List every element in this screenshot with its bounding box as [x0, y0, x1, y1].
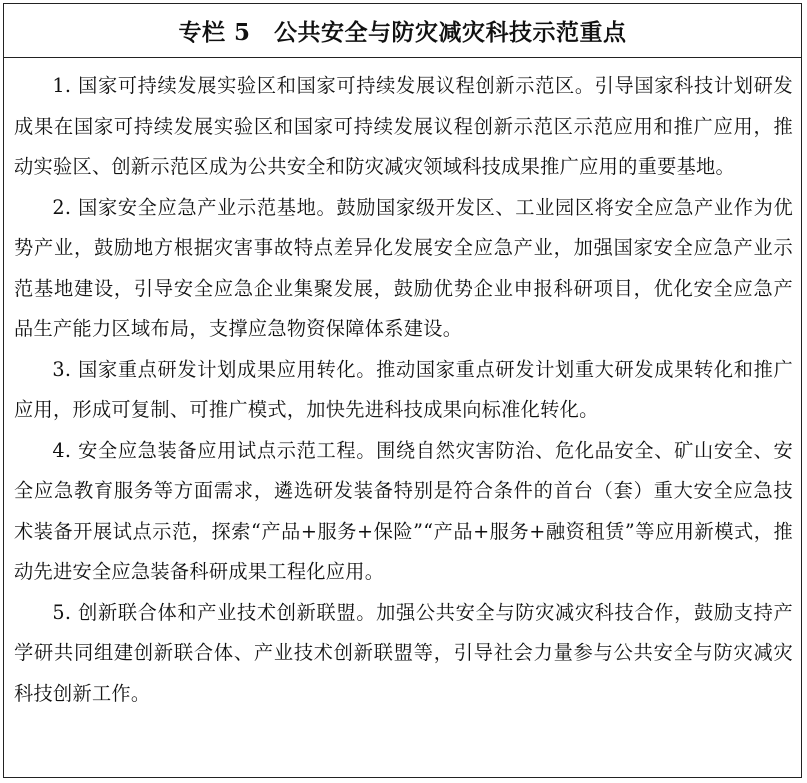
paragraph-4: 4. 安全应急装备应用试点示范工程。围绕自然灾害防治、危化品安全、矿山安全、安全应急教育服务等方面需求，遴选研发装备特别是符合条件的首台（套）重大安全应急技术装备开展试点示范，探索“产品+服务+保险”“产品+服务+融资租赁”等应用新模式，推动先进安全应急装备科研成果工程化应用。 — [14, 438, 793, 583]
title-row — [4, 4, 801, 58]
paragraph-3: 3. 国家重点研发计划成果应用转化。推动国家重点研发计划重大研发成果转化和推广应用，形成可复制、可推广模式，加快先进科技成果向标准化转化。 — [14, 357, 793, 421]
paragraph-2: 2. 国家安全应急产业示范基地。鼓励国家级开发区、工业园区将安全应急产业作为优势产业，鼓励地方根据灾害事故特点差异化发展安全应急产业，加强国家安全应急产业示范基地建设，引导安全应急企业集聚发展，鼓励优势企业申报科研项目，优化安全应急产品生产能力区域布局，支撑应急物资保障体系建设。 — [14, 195, 793, 340]
paragraph-1: 1. 国家可持续发展实验区和国家可持续发展议程创新示范区。引导国家科技计划研发成果在国家可持续发展实验区和国家可持续发展议程创新示范区示范应用和推广应用，推动实验区、创新示范区成为公共安全和防灾减灾领域科技成果推广应用的重要基地。 — [14, 74, 793, 178]
box-content — [4, 58, 801, 714]
column-box — [3, 3, 802, 778]
paragraph-5: 5. 创新联合体和产业技术创新联盟。加强公共安全与防灾减灾科技合作，鼓励支持产学研共同组建创新联合体、产业技术创新联盟等，引导社会力量参与公共安全与防灾减灾科技创新工作。 — [14, 600, 793, 705]
box-title: 专栏 5 公共安全与防灾减灾科技示范重点 — [178, 19, 627, 46]
